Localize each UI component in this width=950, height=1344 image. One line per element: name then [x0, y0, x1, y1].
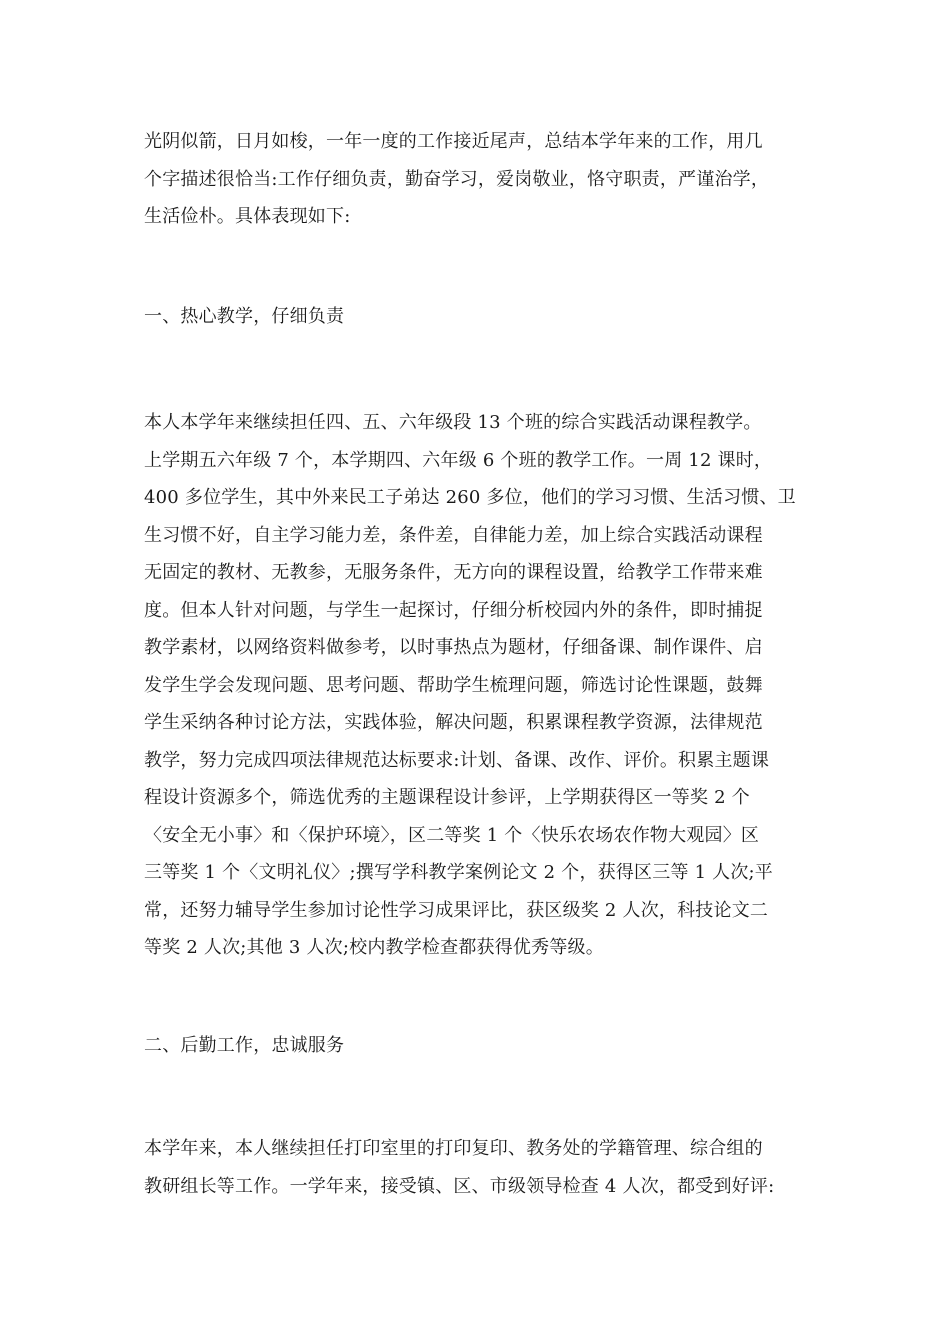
text-line: 发学生学会发现问题、思考问题、帮助学生梳理问题，筛选讨论性课题，鼓舞: [144, 674, 763, 696]
intro-paragraph: [144, 123, 824, 236]
text-line: 常，还努力辅导学生参加讨论性学习成果评比，获区级奖 2 人次，科技论文二: [144, 899, 769, 921]
text-line: 等奖 2 人次;其他 3 人次;校内教学检查都获得优秀等级。: [144, 937, 604, 958]
text-line: 教学，努力完成四项法律规范达标要求:计划、备课、改作、评价。积累主题课: [144, 749, 770, 771]
section-2-heading: [144, 1027, 824, 1065]
text-line: 学生采纳各种讨论方法，实践体验，解决问题，积累课程教学资源，法律规范: [144, 712, 763, 733]
text-line: 三等奖 1 个〈文明礼仪〉;撰写学科教学案例论文 2 个，获得区三等 1 人次;平: [144, 862, 774, 883]
text-line: 〈安全无小事〉和〈保护环境〉，区二等奖 1 个〈快乐农场农作物大观园〉区: [144, 824, 760, 846]
text-line: 生习惯不好，自主学习能力差，条件差，自律能力差，加上综合实践活动课程: [144, 524, 763, 546]
text-line: 生活俭朴。具体表现如下:: [144, 206, 351, 227]
text-line: 本学年来，本人继续担任打印室里的打印复印、教务处的学籍管理、综合组的: [144, 1138, 763, 1159]
section-1-heading: [144, 298, 824, 336]
text-line: 度。但本人针对问题，与学生一起探讨，仔细分析校园内外的条件，即时捕捉: [144, 599, 763, 621]
text-line: 程设计资源多个，筛选优秀的主题课程设计参评，上学期获得区一等奖 2 个: [144, 787, 750, 808]
text-line: 上学期五六年级 7 个，本学期四、六年级 6 个班的教学工作。一周 12 课时，: [144, 449, 773, 471]
text-line: 本人本学年来继续担任四、五、六年级段 13 个班的综合实践活动课程教学。: [144, 412, 762, 433]
section-heading-text: 二、后勤工作，忠诚服务: [144, 1035, 345, 1056]
text-line: 无固定的教材、无教参，无服务条件，无方向的课程设置，给教学工作带来难: [144, 562, 763, 583]
text-line: 教学素材，以网络资料做参考，以时事热点为题材，仔细备课、制作课件、启: [144, 637, 763, 658]
text-line: 400 多位学生，其中外来民工子弟达 260 多位，他们的学习习惯、生活习惯、卫: [144, 487, 796, 508]
section-heading-text: 一、热心教学，仔细负责: [144, 306, 345, 327]
section-2-paragraph: [144, 1130, 824, 1205]
section-1-paragraph: [144, 404, 824, 967]
text-line: 教研组长等工作。一学年来，接受镇、区、市级领导检查 4 人次，都受到好评:: [144, 1175, 775, 1197]
text-line: 个字描述很恰当:工作仔细负责，勤奋学习，爱岗敬业，恪守职责，严谨治学，: [144, 168, 770, 190]
text-line: 光阴似箭，日月如梭，一年一度的工作接近尾声，总结本学年来的工作，用几: [144, 131, 763, 152]
